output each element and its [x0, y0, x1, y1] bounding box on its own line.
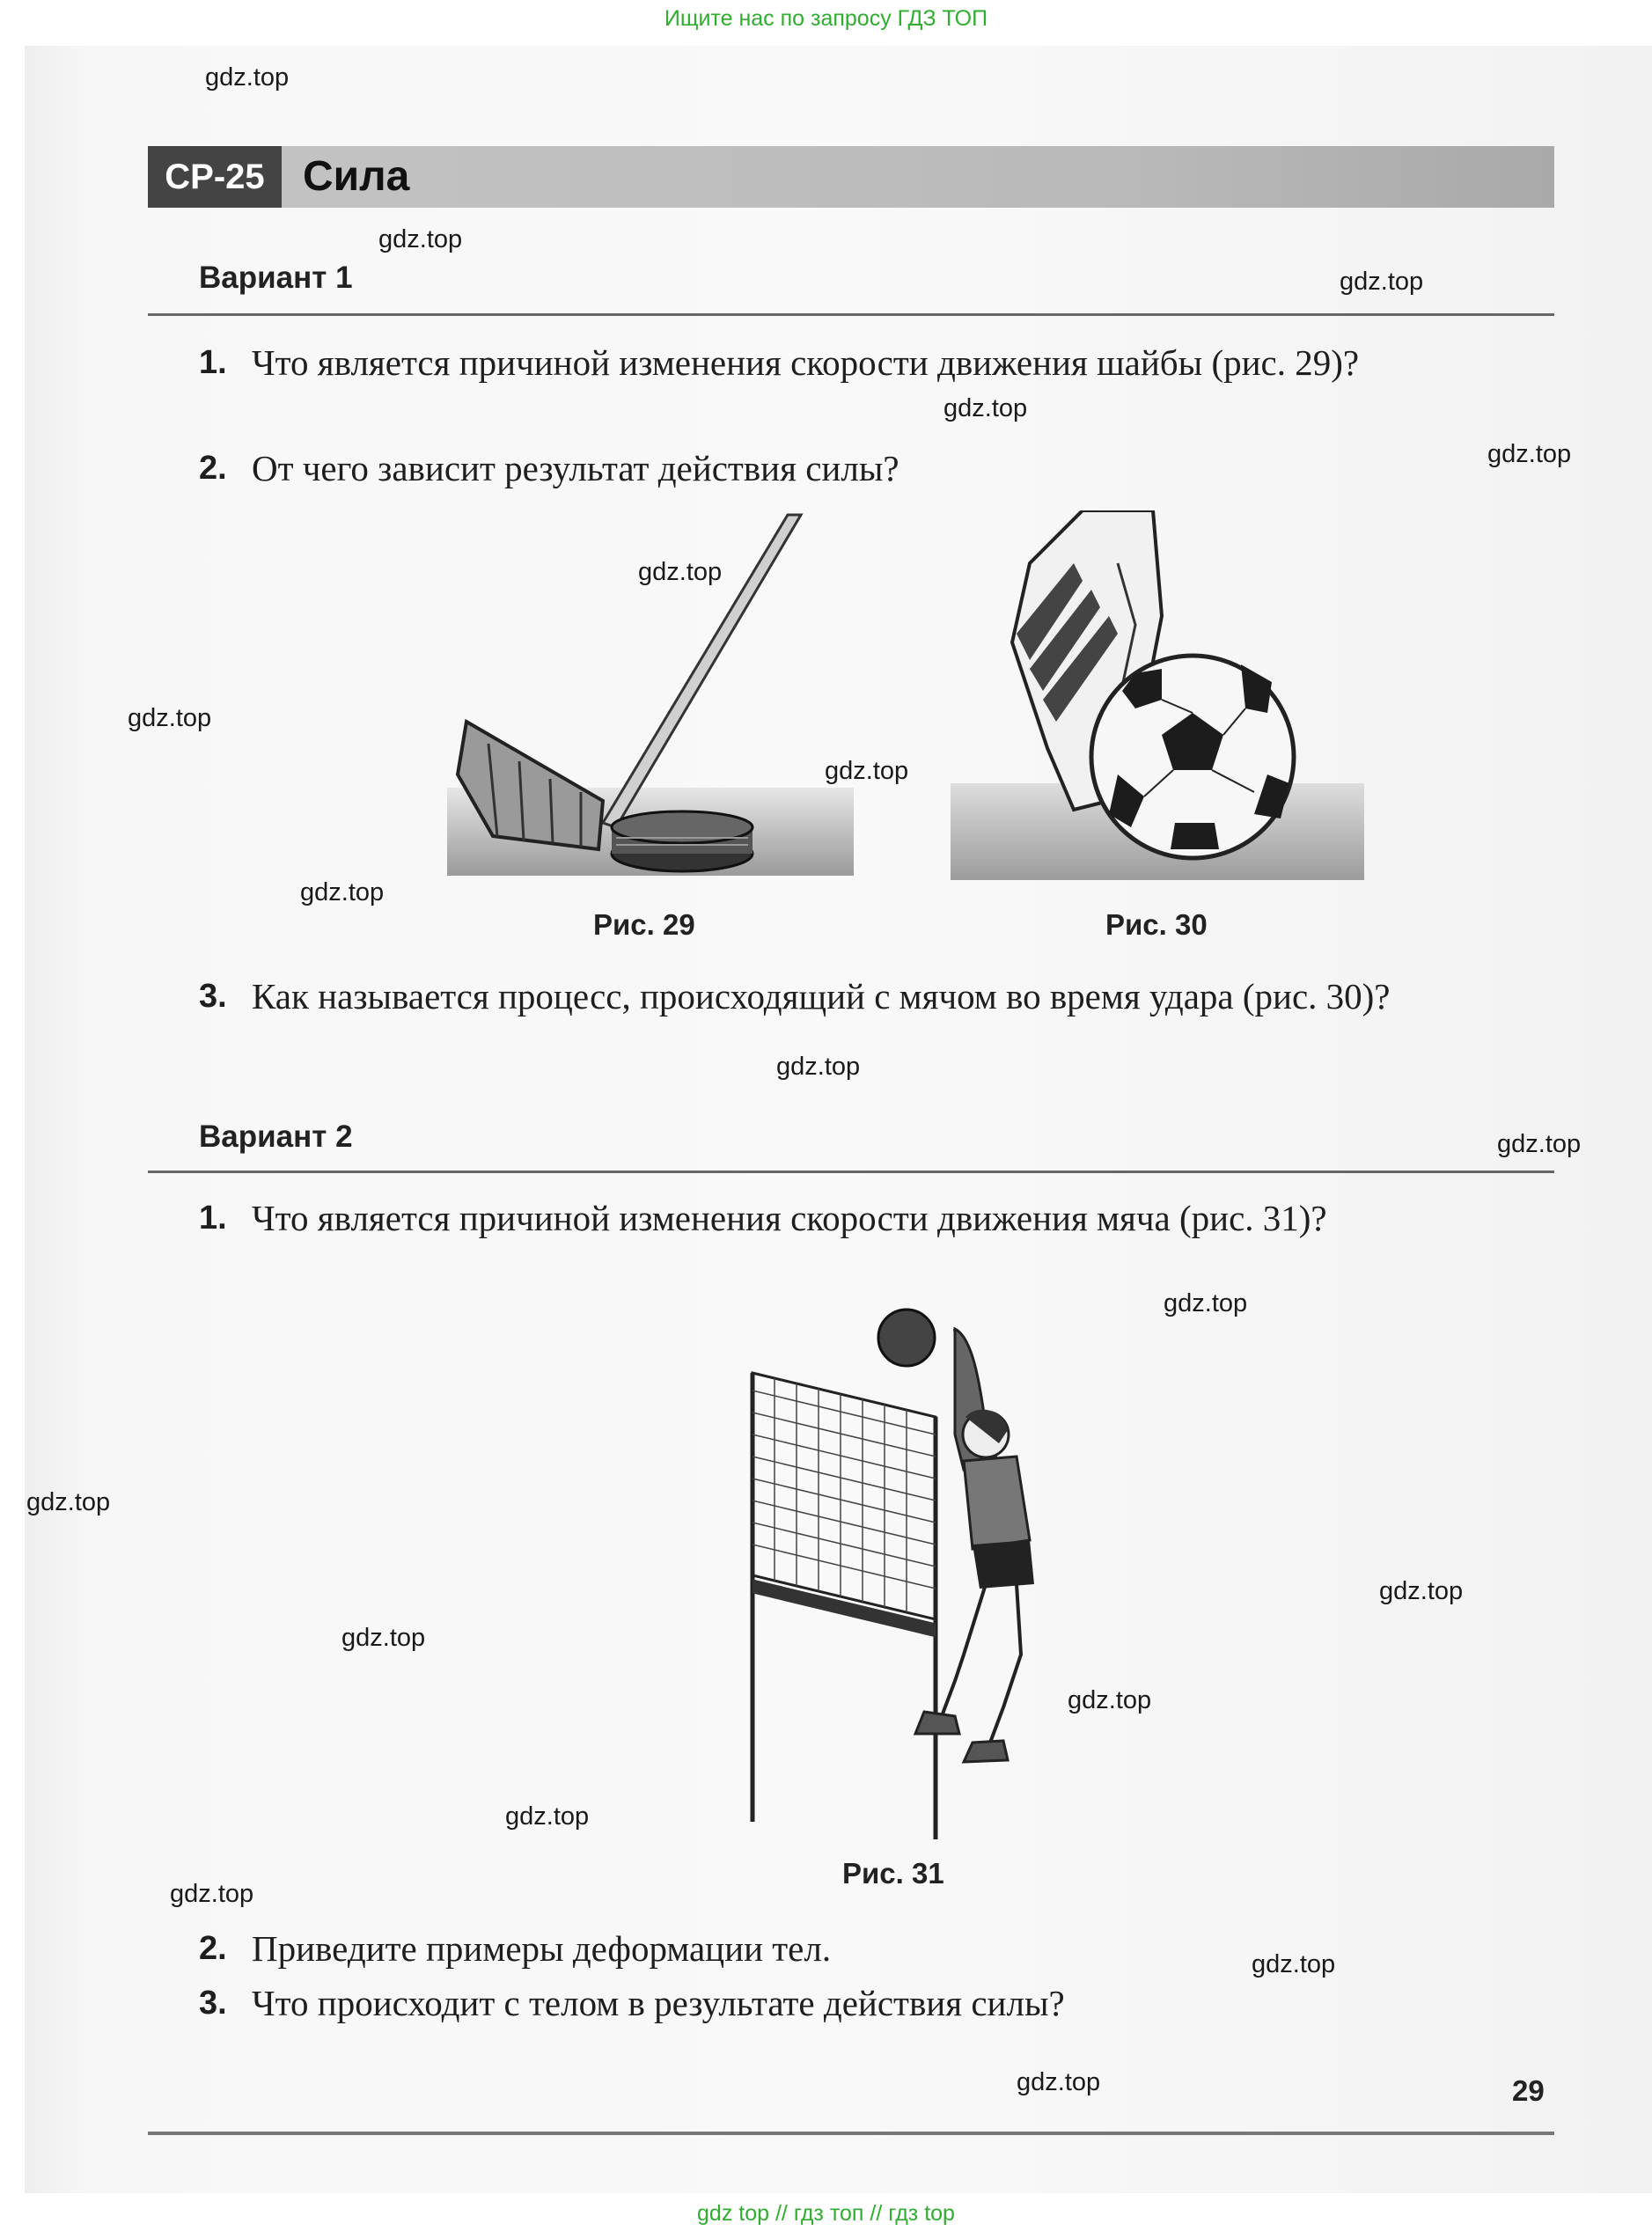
question-number: 1.	[199, 1200, 227, 1237]
top-banner[interactable]: Ищите нас по запросу ГДЗ ТОП	[664, 6, 988, 31]
variant-2-heading: Вариант 2	[199, 1119, 353, 1154]
hockey-stick-puck-illustration	[440, 510, 854, 880]
question-number: 1.	[199, 344, 227, 381]
variant-1-rule	[148, 313, 1554, 316]
figure-30-caption: Рис. 30	[1105, 908, 1208, 941]
watermark: gdz.top	[26, 1488, 111, 1516]
variant-2-question-2	[199, 1924, 1554, 1973]
variant-2-question-1	[199, 1193, 1554, 1243]
boot-soccer-ball-illustration	[951, 510, 1364, 880]
watermark: gdz.top	[1164, 1289, 1248, 1317]
watermark: gdz.top	[505, 1802, 590, 1831]
question-text: Приведите примеры деформации тел.	[252, 1928, 832, 1969]
question-number: 2.	[199, 450, 227, 487]
watermark: gdz.top	[943, 394, 1028, 422]
watermark: gdz.top	[1497, 1130, 1582, 1158]
watermark: gdz.top	[1379, 1577, 1464, 1605]
watermark: gdz.top	[128, 704, 212, 732]
figure-29-caption: Рис. 29	[593, 908, 695, 941]
variant-1-question-3	[199, 972, 1554, 1021]
variant-1-question-2	[199, 444, 1554, 493]
watermark: gdz.top	[378, 225, 463, 253]
variant-2-rule	[148, 1171, 1554, 1173]
watermark: gdz.top	[638, 558, 723, 586]
variant-1-heading: Вариант 1	[199, 261, 353, 295]
question-number: 2.	[199, 1930, 227, 1967]
watermark: gdz.top	[170, 1880, 254, 1908]
page-title: Сила	[303, 153, 410, 200]
question-text: Что происходит с телом в результате действия силы?	[252, 1983, 1065, 2023]
figure-31-caption: Рис. 31	[842, 1857, 944, 1890]
worksheet-code: СР-25	[148, 146, 282, 208]
watermark: gdz.top	[776, 1053, 861, 1081]
question-text: От чего зависит результат действия силы?	[252, 448, 899, 488]
watermark: gdz.top	[1252, 1950, 1336, 1978]
variant-1-question-1	[199, 338, 1554, 387]
watermark: gdz.top	[300, 878, 385, 906]
variant-2-question-3	[199, 1978, 1554, 2028]
question-text: Как называется процесс, происходящий с мячом во время удара (рис. 30)?	[252, 976, 1391, 1016]
question-text: Что является причиной изменения скорости движения мяча (рис. 31)?	[252, 1198, 1327, 1238]
footer-rule	[148, 2132, 1554, 2135]
question-number: 3.	[199, 978, 227, 1015]
watermark: gdz.top	[1017, 2068, 1101, 2096]
volleyball-player-illustration	[700, 1303, 1140, 1848]
question-text: Что является причиной изменения скорости движения шайбы (рис. 29)?	[252, 342, 1360, 383]
watermark: gdz.top	[341, 1624, 426, 1652]
page-number: 29	[1512, 2074, 1545, 2107]
watermark: gdz.top	[1340, 268, 1424, 296]
watermark: gdz.top	[825, 757, 909, 785]
watermark: gdz.top	[1487, 440, 1572, 468]
question-number: 3.	[199, 1985, 227, 2022]
watermark: gdz.top	[205, 63, 290, 92]
footer-links[interactable]: gdz top // гдз топ // гдз top	[697, 2201, 955, 2226]
watermark: gdz.top	[1068, 1686, 1152, 1714]
